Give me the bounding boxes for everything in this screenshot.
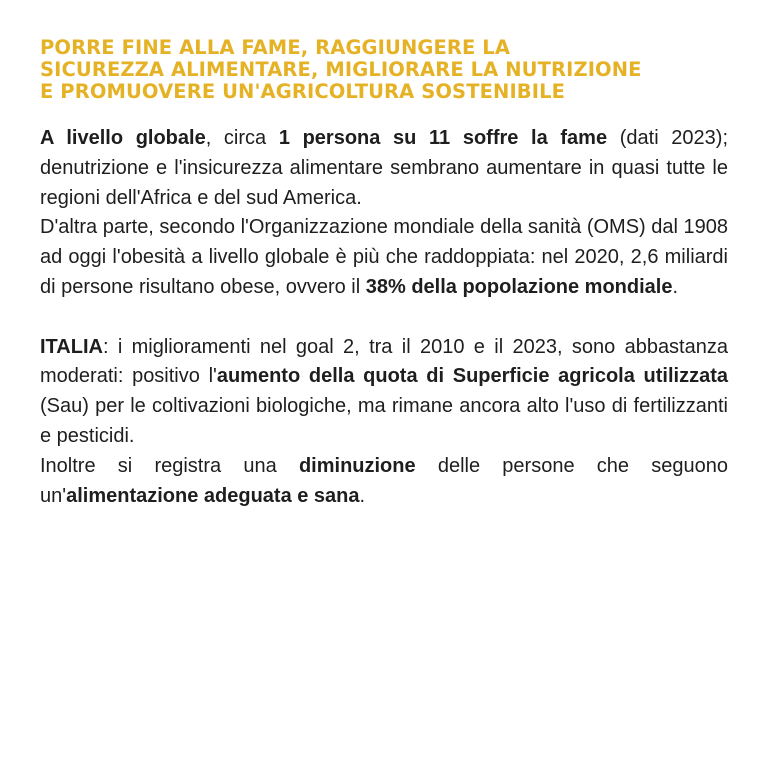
text: delle persone che seguono un' <box>40 454 728 507</box>
italia-paragraph <box>40 333 728 452</box>
global-hunger-paragraph <box>40 124 728 213</box>
bold-text: 1 persona su 11 soffre la fame <box>278 127 608 149</box>
bold-text: diminuzione <box>298 454 416 477</box>
body-text <box>40 124 728 511</box>
italia-diet-paragraph <box>40 452 728 512</box>
title-line: SICUREZZA ALIMENTARE, MIGLIORARE LA NUTRIZIONE <box>40 58 642 81</box>
text: : i miglioramenti nel goal 2, tra il 2010 e il 2023, sono abbastanza moderati: positivo l' <box>40 335 728 388</box>
text: (Sau) per le coltivazioni biologiche, ma rimane ancora alto l'uso di fertilizzanti e pesticidi. <box>40 395 728 447</box>
bold-text: alimentazione adeguata e sana <box>66 484 360 507</box>
text: D'altra parte, secondo l'Organizzazione mondiale della sanità (OMS) dal 1908 ad oggi l'obesità a livello globale è più che raddoppiata: nel 2020, 2,6 miliardi di persone risultano obese, ovvero il <box>40 216 729 298</box>
text: Inoltre si registra una <box>40 454 299 477</box>
bold-text: 38% della popolazione mondiale <box>365 275 673 298</box>
bold-text: A livello globale <box>40 127 206 149</box>
title-line: E PROMUOVERE UN'AGRICOLTURA SOSTENIBILE <box>40 80 566 103</box>
text: (dati 2023); denutrizione e l'insicurezza alimentare sembrano aumentare in quasi tutte le regioni dell'Africa e del sud America. <box>40 127 728 209</box>
goal-title <box>40 37 728 103</box>
bold-text: ITALIA <box>40 335 103 358</box>
paragraph-gap <box>40 303 728 333</box>
title-line: PORRE FINE ALLA FAME, RAGGIUNGERE LA <box>40 36 511 59</box>
global-obesity-paragraph <box>40 213 728 302</box>
text: . <box>359 484 366 507</box>
bold-text: aumento della quota di Superficie agricola utilizzata <box>216 365 728 388</box>
content <box>40 37 728 511</box>
text: , circa <box>205 127 279 149</box>
text: . <box>672 275 679 298</box>
